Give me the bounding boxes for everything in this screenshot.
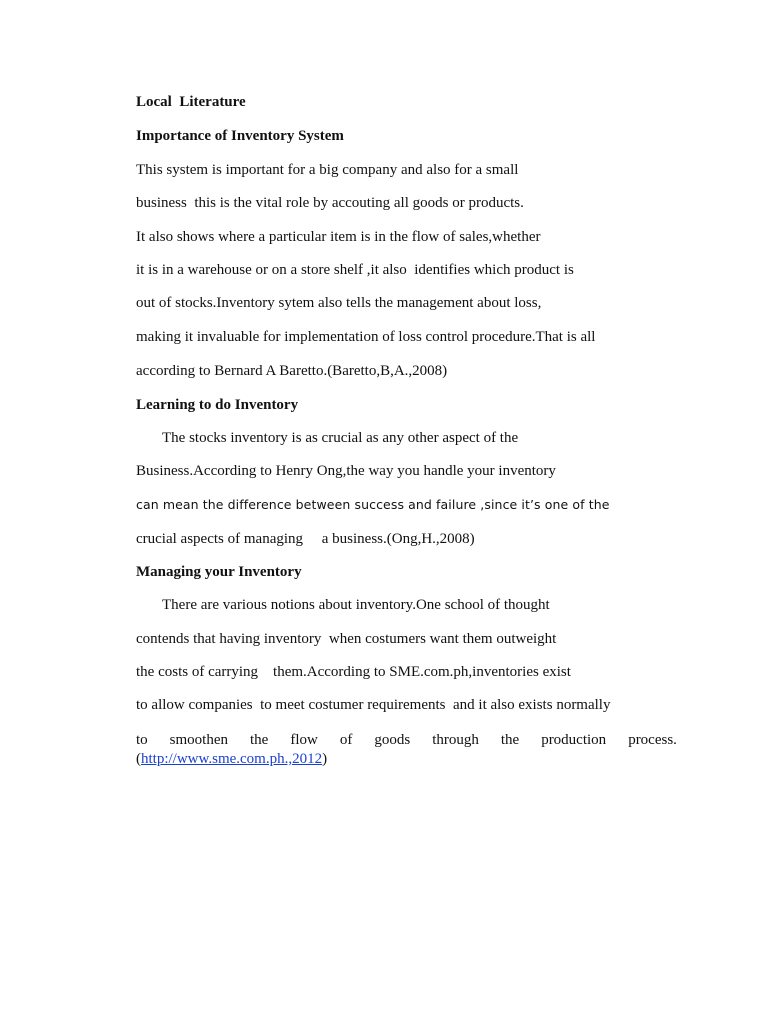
word: of <box>339 732 353 748</box>
paragraph-line: can mean the difference between success and failure ,since it’s one of the <box>136 497 610 512</box>
paragraph-line: business this is the vital role by accouting all goods or products. <box>136 195 524 211</box>
paragraph-line: making it invaluable for implementation of loss control procedure.That is all <box>136 329 596 345</box>
paragraph-line: contends that having inventory when costumers want them outweight <box>136 631 557 647</box>
paragraph-line: out of stocks.Inventory sytem also tells the management about loss, <box>136 295 542 311</box>
word: goods <box>374 732 411 748</box>
word: to <box>136 732 148 748</box>
heading-importance-of-inventory-system: Importance of Inventory System <box>136 128 344 144</box>
word: flow <box>290 732 318 748</box>
section-title: Local Literature <box>136 94 246 110</box>
citation-link[interactable]: http://www.sme.com.ph.,2012 <box>141 751 323 767</box>
paragraph-line: crucial aspects of managing a business.(Ong,H.,2008) <box>136 531 475 547</box>
paragraph-line: It also shows where a particular item is in the flow of sales,whether <box>136 229 541 245</box>
paragraph-line: There are various notions about inventory.One school of thought <box>162 597 550 613</box>
paragraph-line: it is in a warehouse or on a store shelf ,it also identifies which product is <box>136 262 574 278</box>
paragraph-line: Business.According to Henry Ong,the way you handle your inventory <box>136 463 556 479</box>
heading-managing-your-inventory: Managing your Inventory <box>136 564 302 580</box>
paragraph-line: according to Bernard A Baretto.(Baretto,B,A.,2008) <box>136 363 448 379</box>
word: through <box>432 732 479 748</box>
citation-close-paren: ) <box>322 751 328 767</box>
heading-learning-to-do-inventory: Learning to do Inventory <box>136 397 299 413</box>
paragraph-line: the costs of carrying them.According to SME.com.ph,inventories exist <box>136 664 571 680</box>
paragraph-line: The stocks inventory is as crucial as any other aspect of the <box>162 430 519 446</box>
word: process. <box>628 732 677 748</box>
paragraph-line: to allow companies to meet costumer requirements and it also exists normally <box>136 697 611 713</box>
word: the <box>500 732 520 748</box>
justified-paragraph-line <box>136 731 677 749</box>
citation-line <box>136 750 327 768</box>
word: the <box>250 732 269 748</box>
word: production <box>541 732 607 748</box>
paragraph-line: This system is important for a big company and also for a small <box>136 162 519 178</box>
citation-open-paren: ( <box>136 751 141 767</box>
word: smoothen <box>169 732 229 748</box>
